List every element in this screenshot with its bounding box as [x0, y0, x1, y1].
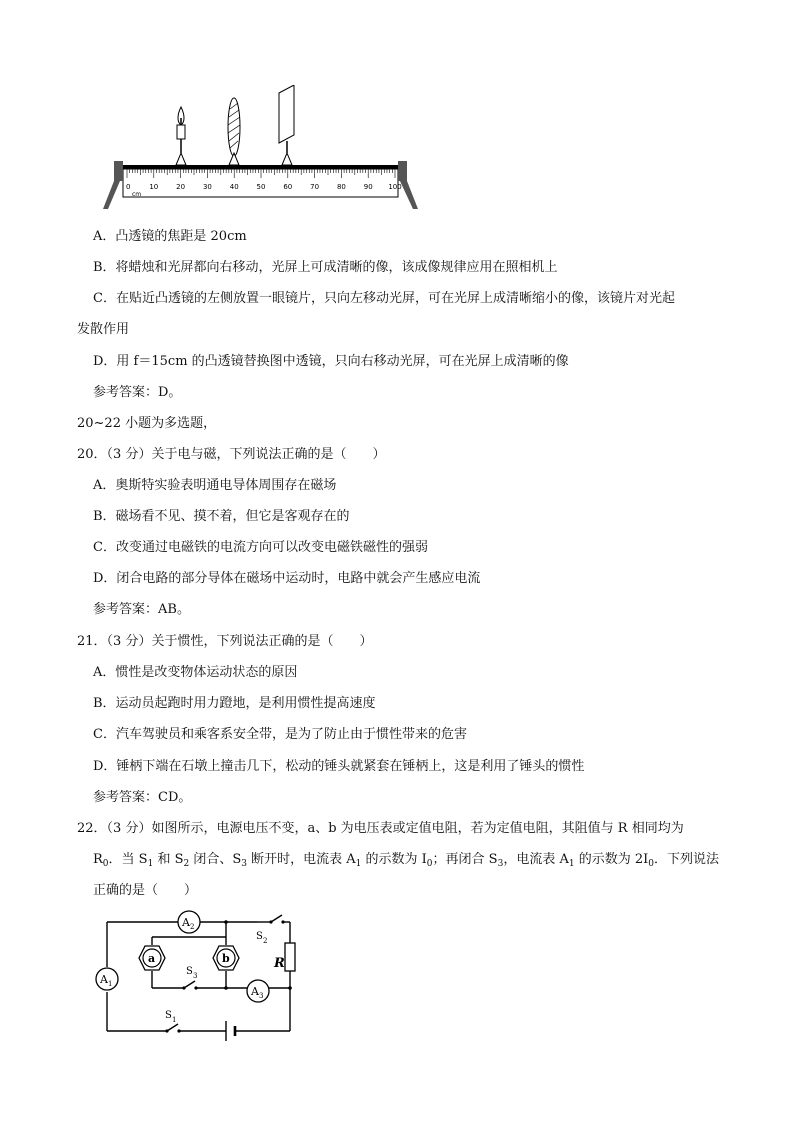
component-box-a-label: a [148, 952, 156, 965]
switch-s3-sub: 3 [193, 972, 198, 980]
q21-option-c: C．汽车驾驶员和乘客系安全带，是为了防止由于惯性带来的危害 [93, 727, 467, 742]
ammeter-a2-label: A [182, 916, 190, 929]
q21-option-a: A．惯性是改变物体运动状态的原因 [93, 665, 298, 680]
resistor-label: R [274, 956, 285, 971]
q20-option-a: A．奥斯特实验表明通电导体周围存在磁场 [93, 478, 337, 493]
q19-option-c-line1: C．在贴近凸透镜的左侧放置一眼镜片，只向左移动光屏，可在光屏上成清晰缩小的像，该镜片对光起 [93, 291, 675, 306]
ammeter-a1-label: A [100, 973, 108, 986]
bench-scale-label: 40 [229, 183, 239, 191]
convex-lens-icon [228, 98, 240, 165]
bench-scale-label: 90 [363, 183, 373, 191]
q20-answer: 参考答案：AB。 [93, 602, 190, 617]
switch-s1-sub: 1 [172, 1016, 177, 1024]
q21-answer: 参考答案：CD。 [93, 790, 192, 805]
bench-scale-label: 100 [388, 183, 402, 191]
bench-scale-label: 30 [202, 183, 212, 191]
ammeter-a3 [247, 980, 269, 1002]
component-box-b-label: b [222, 952, 230, 965]
resistor-icon [285, 943, 295, 971]
light-screen-icon [279, 85, 294, 165]
optical-bench-figure [95, 85, 430, 215]
ammeter-a1 [96, 968, 118, 990]
ammeter-a2-sub: 2 [190, 923, 195, 931]
q21-option-d: D．锤柄下端在石墩上撞击几下，松动的锤头就紧套在锤柄上，这是利用了锤头的惯性 [93, 759, 585, 774]
bench-scale-label: 20 [176, 183, 186, 191]
q19-option-d: D．用 f＝15cm 的凸透镜替换图中透镜，只向右移动光屏，可在光屏上成清晰的像 [93, 354, 569, 369]
candle-icon [176, 107, 186, 165]
q21-stem: 21．（3 分）关于惯性，下列说法正确的是（ ） [77, 634, 373, 649]
q20-stem: 20．（3 分）关于电与磁，下列说法正确的是（ ） [77, 447, 386, 462]
switch-s2-sub: 2 [263, 937, 268, 945]
ammeter-a1-sub: 1 [108, 980, 113, 988]
bench-unit-label: cm [132, 191, 142, 198]
q20-option-b: B．磁场看不见、摸不着，但它是客观存在的 [93, 509, 350, 524]
bench-scale-label: 10 [149, 183, 159, 191]
ammeter-a3-label: A [251, 985, 259, 998]
bench-rail [103, 161, 418, 209]
bench-scale-label: 0 [126, 183, 131, 191]
q22-stem-line3: 正确的是（ ） [93, 883, 198, 898]
q21-option-b: B．运动员起跑时用力蹬地，是利用惯性提高速度 [93, 696, 376, 711]
ammeter-a2 [178, 911, 200, 933]
bench-scale-label: 80 [336, 183, 346, 191]
q19-option-c-line2: 发散作用 [77, 322, 130, 337]
battery-icon [226, 1021, 235, 1041]
component-box-a [139, 946, 165, 970]
ammeter-a3-sub: 3 [259, 992, 264, 1000]
q20-option-d: D．闭合电路的部分导体在磁场中运动时，电路中就会产生感应电流 [93, 571, 481, 586]
q22-stem-line1: 22．（3 分）如图所示，电源电压不变，a、b 为电压表或定值电阻，若为定值电阻，其阻值与 R 相同均为 [77, 821, 684, 836]
q22-stem-line2: $R_0$．当 $S_1$ 和 $S_2$ 闭合、$S_3$ 断开时，电流表 $A_1$ 的示数为 $I_0$；再闭合 $S_3$，电流表 $A_1$ 的示数为 $2I_0$．下列说法 [93, 852, 719, 869]
switch-s3-label: S [186, 966, 193, 977]
switch-s1-label: S [165, 1010, 172, 1021]
q20-option-c: C．改变通过电磁铁的电流方向可以改变电磁铁磁性的强弱 [93, 540, 428, 555]
switch-s2-label: S [256, 931, 263, 942]
q19-option-a: A．凸透镜的焦距是 20cm [93, 229, 247, 244]
q19-answer: 参考答案：D。 [93, 385, 182, 400]
bench-scale-label: 70 [310, 183, 320, 191]
section-note: 20~22 小题为多选题， [77, 416, 217, 431]
q19-option-b: B．将蜡烛和光屏都向右移动，光屏上可成清晰的像，该成像规律应用在照相机上 [93, 260, 558, 275]
bench-scale-label: 60 [283, 183, 293, 191]
component-box-b [213, 946, 239, 970]
circuit-diagram [92, 908, 307, 1043]
bench-scale-label: 50 [256, 183, 266, 191]
